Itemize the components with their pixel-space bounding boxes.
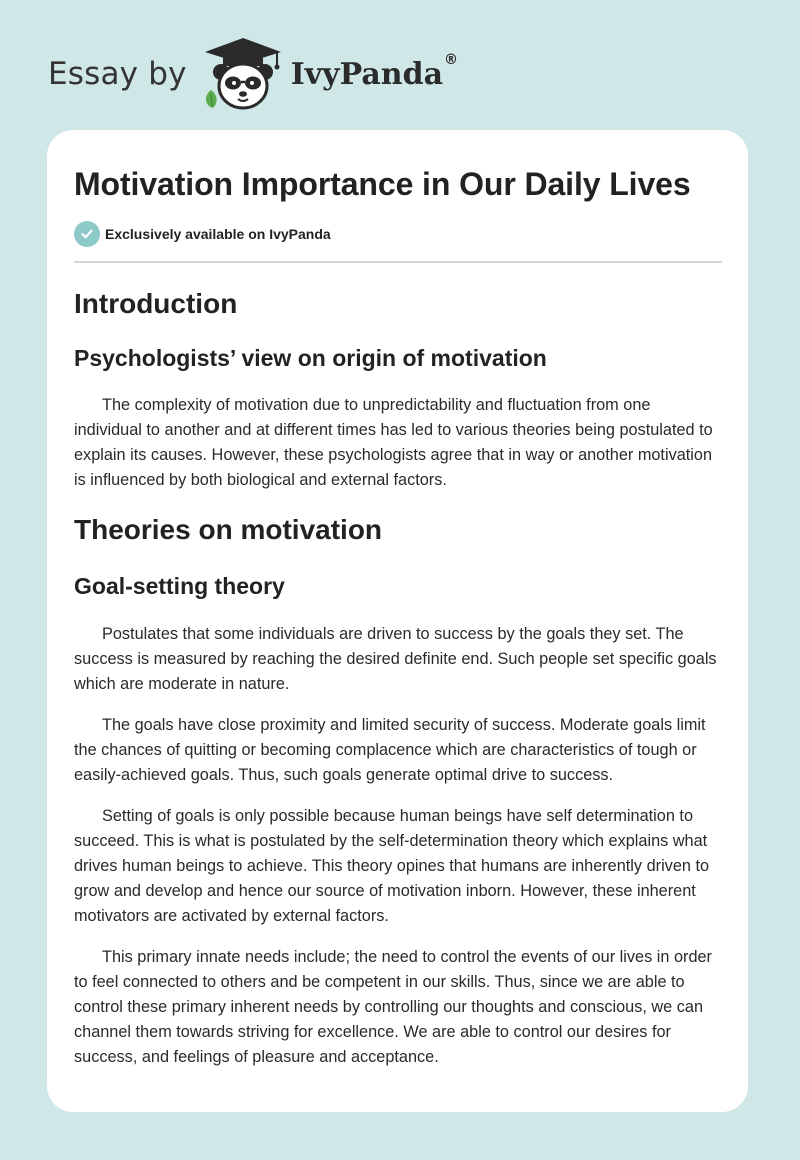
subheading-goal-setting: Goal-setting theory bbox=[74, 573, 285, 599]
title-divider bbox=[74, 261, 722, 263]
panda-logo-icon bbox=[201, 34, 285, 114]
paragraph-goal-setting-3: Setting of goals is only possible because human beings have self determination to succeed. This is what is postulated by the self-determination theory which explains what drives human beings to achieve. This theory opines that humans are inherently driven to grow and develop and hence our source of motivation inborn. However, these inherent motivators are activated by external factors. bbox=[74, 807, 710, 925]
brand-header[interactable] bbox=[48, 34, 458, 114]
brand-name: IvyPanda bbox=[290, 56, 444, 92]
brand-prefix: Essay by bbox=[48, 56, 187, 92]
registered-mark: ® bbox=[444, 52, 459, 68]
heading-introduction: Introduction bbox=[74, 288, 238, 319]
exclusive-badge bbox=[74, 221, 722, 247]
essay-card bbox=[47, 130, 748, 1112]
subheading-psychologists-view: Psychologists’ view on origin of motivation bbox=[74, 345, 547, 371]
check-circle-icon bbox=[74, 221, 100, 247]
essay-title: Motivation Importance in Our Daily Lives bbox=[74, 166, 691, 202]
paragraph-goal-setting-4: This primary innate needs include; the need to control the events of our lives in order to feel connected to others and be competent in our skills. Thus, since we are able to control these primary inherent needs by controlling our thoughts and conscious, we can channel them towards striving for excellence. We are able to control our desires for success, and feelings of pleasure and acceptance. bbox=[74, 948, 712, 1066]
paragraph-goal-setting-2: The goals have close proximity and limited security of success. Moderate goals limit the chances of quitting or becoming complacence which are characteristics of tough or easily-achieved goals. Thus, such goals generate optimal drive to success. bbox=[74, 716, 706, 784]
badge-label: Exclusively available on IvyPanda bbox=[105, 226, 331, 242]
paragraph-introduction: The complexity of motivation due to unpredictability and fluctuation from one individual to another and at different times has led to various theories being postulated to explain its causes. However, these psychologists agree that in way or another motivation is influenced by both biological and external factors. bbox=[74, 396, 713, 489]
heading-theories: Theories on motivation bbox=[74, 514, 383, 545]
paragraph-goal-setting-1: Postulates that some individuals are driven to success by the goals they set. The success is measured by reaching the desired definite end. Such people set specific goals which are moderate in nature. bbox=[74, 625, 717, 693]
